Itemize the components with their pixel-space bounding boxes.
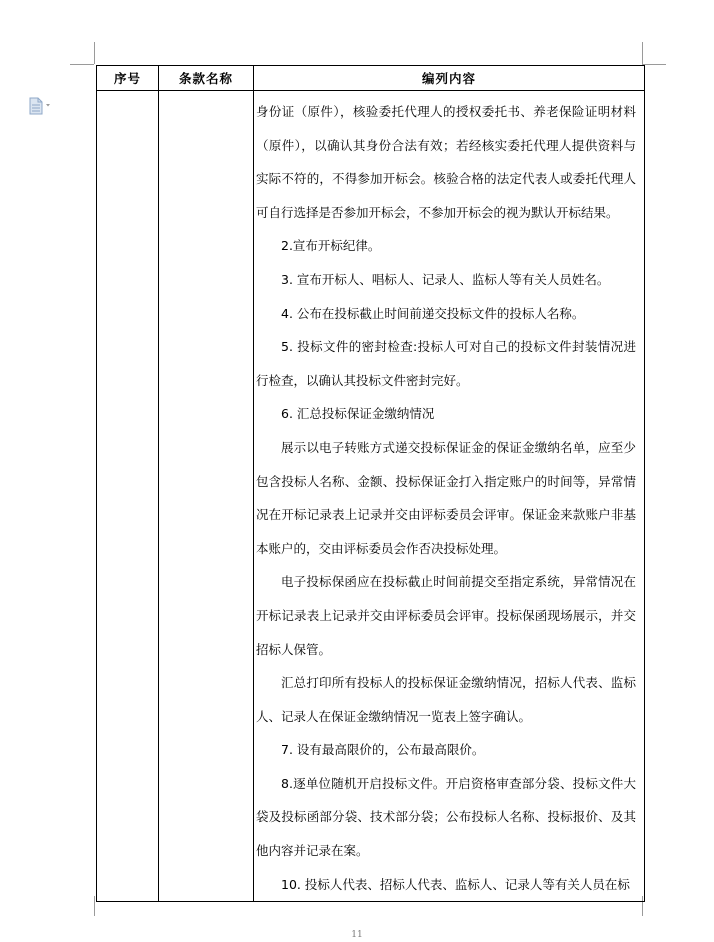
crop-mark	[94, 42, 95, 64]
content-paragraph: 7. 设有最高限价的，公布最高限价。	[281, 742, 485, 758]
content-paragraph: 电子投标保函应在投标截止时间前提交至指定系统，异常情况在开标记录表上记录并交由评标委员会评审。投标保函现场展示，并交招标人保管。	[256, 574, 636, 657]
document-nav-icon[interactable]	[28, 97, 54, 115]
content-paragraph: 展示以电子转账方式递交投标保证金的保证金缴纳名单，应至少包含投标人名称、金额、投标保证金打入指定账户的时间等，异常情况在开标记录表上记录并交由评标委员会评审。保证金来款账户非基本账户的，交由评标委员会作否决投标处理。	[256, 439, 636, 556]
header-clause-name: 条款名称	[159, 66, 254, 91]
content-paragraph: 3. 宣布开标人、唱标人、记录人、监标人等有关人员姓名。	[281, 271, 610, 287]
content-paragraph: 4. 公布在投标截止时间前递交投标文件的投标人名称。	[281, 305, 585, 321]
crop-mark	[642, 42, 643, 64]
clause-name-cell	[159, 91, 254, 902]
content-cell	[254, 91, 645, 902]
table-row	[97, 91, 645, 902]
content-paragraph: 2.宣布开标纪律。	[281, 238, 381, 254]
content-text	[254, 91, 644, 901]
crop-mark	[94, 896, 95, 916]
clause-table	[96, 65, 645, 902]
header-content: 编列内容	[254, 66, 645, 91]
header-serial-number: 序号	[97, 66, 159, 91]
content-paragraph: 身份证（原件），核验委托代理人的授权委托书、养老保险证明材料（原件），以确认其身份合法有效；若经核实委托代理人提供资料与实际不符的，不得参加开标会。核验合格的法定代表人或委托代理人可自行选择是否参加开标会，不参加开标会的视为默认开标结果。	[256, 104, 636, 220]
content-paragraph: 10. 投标人代表、招标人代表、监标人、记录人等有关人员在标	[281, 876, 630, 892]
crop-mark	[642, 64, 666, 65]
content-paragraph: 5. 投标文件的密封检查:投标人可对自己的投标文件封装情况进行检查，以确认其投标文件密封完好。	[256, 339, 636, 388]
content-paragraph: 8.逐单位随机开启投标文件。开启资格审查部分袋、投标文件大袋及投标函部分袋、技术部分袋；公布投标人名称、投标报价、及其他内容并记录在案。	[256, 775, 636, 859]
crop-mark	[70, 64, 94, 65]
serial-number-cell	[97, 91, 159, 902]
content-paragraph: 6. 汇总投标保证金缴纳情况	[281, 406, 435, 422]
table-header-row	[97, 66, 645, 91]
content-paragraph: 汇总打印所有投标人的投标保证金缴纳情况，招标人代表、监标人、记录人在保证金缴纳情况一览表上签字确认。	[256, 675, 636, 724]
page-number: 11	[351, 930, 363, 940]
